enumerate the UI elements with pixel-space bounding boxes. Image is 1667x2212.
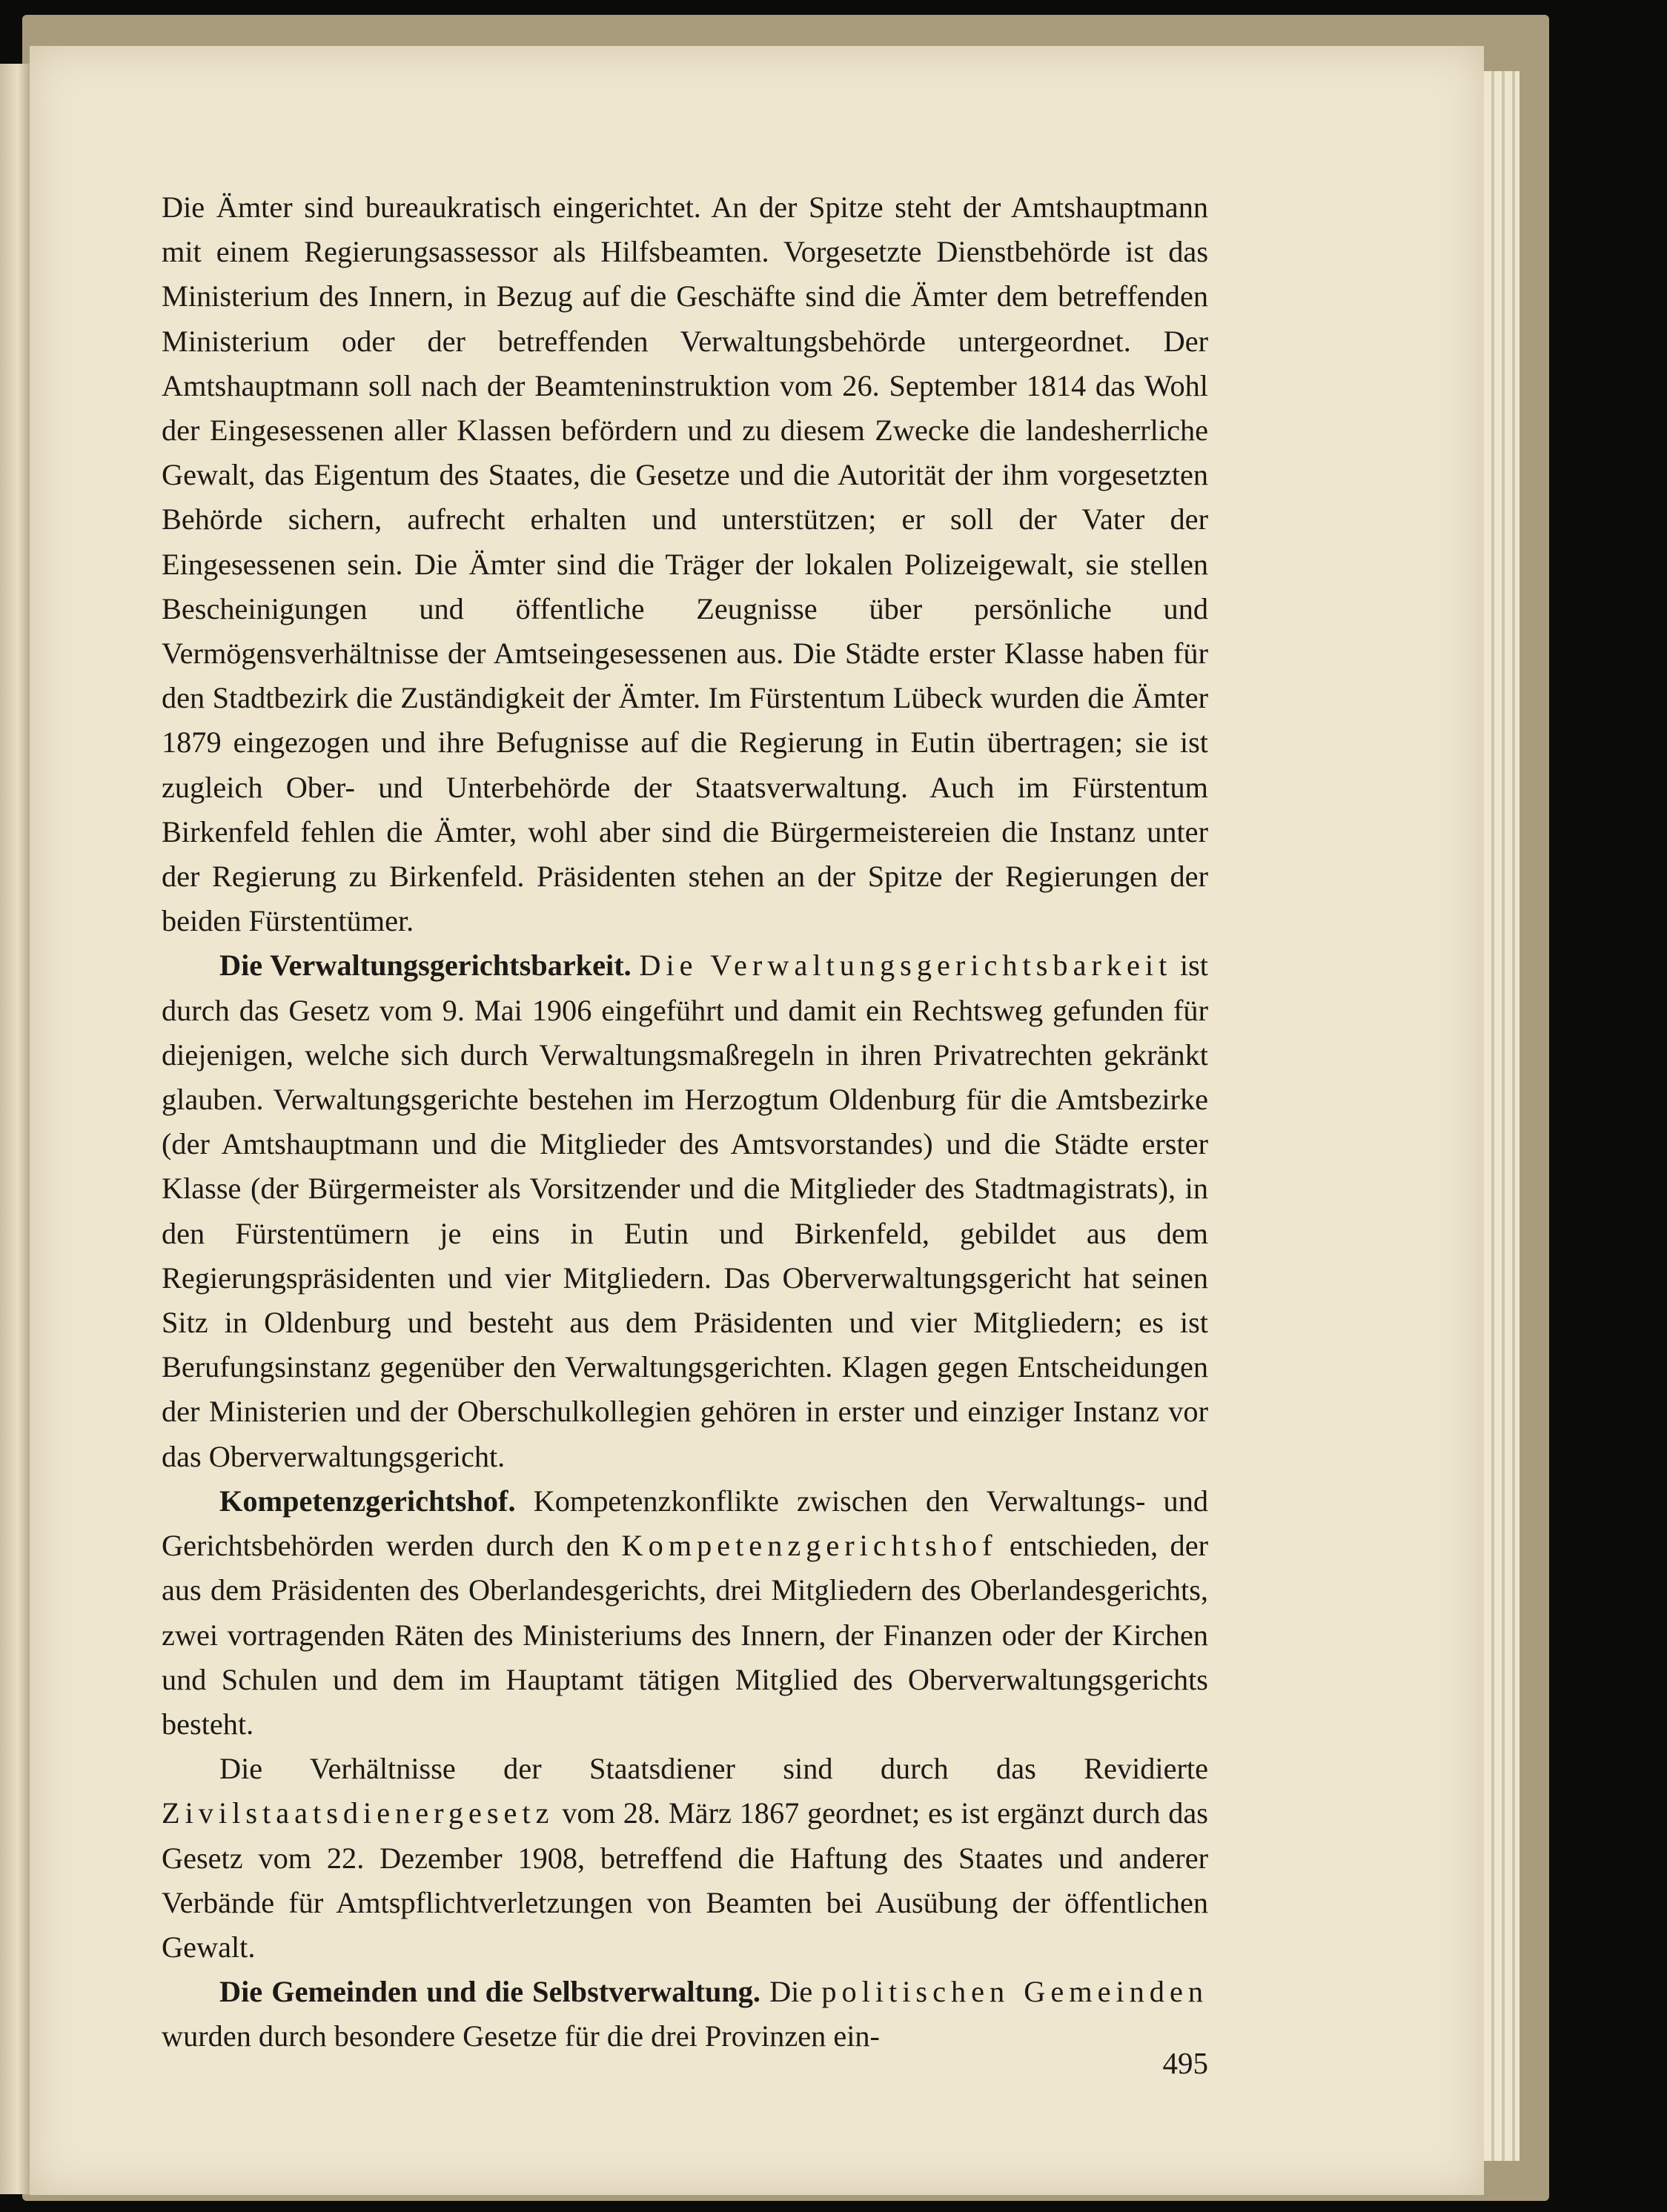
spaced-term: Zivilstaatsdienergesetz [162, 1796, 554, 1830]
paragraph-gemeinden [162, 1970, 1208, 2059]
body-text [162, 185, 1208, 2059]
paragraph-text: wurden durch besondere Gesetze für die drei Provinzen ein- [162, 2019, 880, 2053]
paragraph-text: Die [760, 1975, 822, 2009]
section-heading: Kompetenzgerichtshof. [219, 1484, 516, 1518]
paragraph-text: vom 28. März 1867 geordnet; es ist ergänzt durch das Gesetz vom 22. Dezember 1908, betreffend die Haftung des Staates und anderer Verbände für Amtspflichtverletzungen von Beamten bei Ausübung der öffentlichen Gewalt. [162, 1796, 1208, 1964]
spaced-term: Kompetenzgerichtshof [621, 1529, 998, 1563]
paragraph-aemter [162, 185, 1208, 943]
paragraph-staatsdiener [162, 1747, 1208, 1970]
paragraph-kompetenzgerichtshof [162, 1479, 1208, 1747]
section-heading: Die Verwaltungsgerichtsbarkeit. [219, 949, 632, 983]
paragraph-text: Kompetenzkonflikte zwischen den Verwaltungs- und Gerichtsbehörden werden durch den [162, 1484, 1208, 1563]
paragraph-text: Die Verhältnisse der Staatsdiener sind durch das Revidierte [219, 1752, 1208, 1786]
paragraph-text: entschieden, der aus dem Präsidenten des Oberlandesgerichts, drei Mitgliedern des Oberlandesgerichts, zwei vortragenden Räten des Ministeriums des Innern, der Finanzen oder der Kirchen und Schulen und dem im Hauptamt tätigen Mitglied des Oberverwaltungsgerichts besteht. [162, 1529, 1209, 1741]
spaced-term: Die Verwaltungsgerichtsbarkeit [639, 949, 1173, 983]
paragraph-text: Die Ämter sind bureaukratisch eingerichtet. An der Spitze steht der Amtshauptmann mit einem Regierungsassessor als Hilfsbeamten. Vorgesetzte Dienstbehörde ist das Ministerium des Innern, in Bezug auf die Geschäfte sind die Ämter dem betreffenden Ministerium oder der betreffenden Verwaltungsbehörde untergeordnet. Der Amtshauptmann soll nach der Beamteninstruktion vom 26. September 1814 das Wohl der Eingesessenen aller Klassen befördern und zu diesem Zwecke die landesherrliche Gewalt, das Eigentum des Staates, die Gesetze und die Autorität der ihm vorgesetzten Behörde sichern, aufrecht erhalten und unterstützen; er soll der Vater der Eingesessenen sein. Die Ämter sind die Träger der lokalen Polizeigewalt, sie stellen Bescheinigungen und öffentliche Zeugnisse über persönliche und Vermögensverhältnisse der Amtseingesessenen aus. Die Städte erster Klasse haben für den Stadtbezirk die Zuständigkeit der Ämter. Im Fürstentum Lübeck wurden die Ämter 1879 eingezogen und ihre Befugnisse auf die Regierung in Eutin übertragen; sie ist zugleich Ober- und Unterbehörde der Staatsverwaltung. Auch im Fürstentum Birkenfeld fehlen die Ämter, wohl aber sind die Bürgermeistereien die Instanz unter der Regierung zu Birkenfeld. Präsidenten stehen an der Spitze der Regierungen der beiden Fürstentümer. [162, 190, 1208, 938]
spaced-term: politischen Gemeinden [821, 1975, 1208, 2009]
page-number: 495 [1162, 2046, 1208, 2080]
paragraph-verwaltungsgerichtsbarkeit [162, 943, 1208, 1478]
section-heading: Die Gemeinden und die Selbstverwaltung. [219, 1975, 761, 2009]
paragraph-text: ist durch das Gesetz vom 9. Mai 1906 eingeführt und damit ein Rechtsweg gefunden für diejenigen, welche sich durch Verwaltungsmaßregeln in ihren Privatrechten gekränkt glauben. Verwaltungsgerichte bestehen im Herzogtum Oldenburg für die Amtsbezirke (der Amtshauptmann und die Mitglieder des Amtsvorstandes) und die Städte erster Klasse (der Bürgermeister als Vorsitzender und die Mitglieder des Stadtmagistrats), in den Fürstentümern je eins in Eutin und Birkenfeld, gebildet aus dem Regierungspräsidenten und vier Mitgliedern. Das Oberverwaltungsgericht hat seinen Sitz in Oldenburg und besteht aus dem Präsidenten und vier Mitgliedern; es ist Berufungsinstanz gegenüber den Verwaltungsgerichten. Klagen gegen Entscheidungen der Ministerien und der Oberschulkollegien gehören in erster und einziger Instanz vor das Oberverwaltungsgericht. [162, 949, 1209, 1473]
previous-page-edge [0, 64, 30, 2194]
